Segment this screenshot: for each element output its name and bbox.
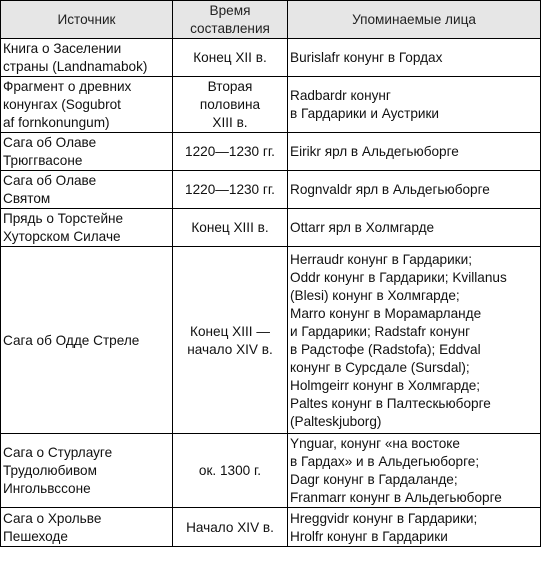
date-cell <box>173 434 288 508</box>
date-cell-line: Конец XII в. <box>193 50 267 65</box>
date-cell <box>173 133 288 171</box>
date-cell-line: половина <box>199 97 261 112</box>
persons-cell-line: Ynguar, конунг «на востоке <box>290 436 460 451</box>
persons-cell-line: Franmarr конунг в Альдегьюборге <box>290 490 502 505</box>
date-cell-line: ок. 1300 г. <box>198 463 262 478</box>
date-cell-line: Начало XIV в. <box>186 519 274 535</box>
date-cell-line: Конец XIII — <box>190 323 270 339</box>
source-cell <box>1 508 173 547</box>
source-cell-line: Фрагмент о древних <box>3 79 132 94</box>
persons-cell <box>288 434 541 508</box>
persons-cell-line: Dagr конунг в Гардаланде; <box>290 472 458 487</box>
persons-cell-line: Marro конунг в Морамарланде <box>290 305 482 321</box>
persons-cell <box>288 77 541 133</box>
persons-cell-line: в Гардарики и Аустрики <box>290 106 440 121</box>
persons-cell-line: и Гардарики; Radstafr конунг <box>290 323 471 339</box>
persons-cell-line: Herraudr конунг в Гардарики; <box>290 251 472 267</box>
table-body <box>1 39 541 547</box>
source-cell-line: Пешеходе <box>3 528 68 544</box>
source-cell-line: Сага об Одде Стреле <box>3 332 140 348</box>
persons-cell-line: Paltes конунг в Палтескьюборге <box>290 395 491 411</box>
date-cell-line: 1220—1230 гг. <box>185 144 275 159</box>
persons-cell-line: Hrolfr конунг в Гардарики <box>290 528 448 544</box>
persons-cell <box>288 171 541 209</box>
source-cell <box>1 247 173 434</box>
persons-cell-line: (Palteskjuborg) <box>290 413 382 429</box>
table-row <box>1 77 541 133</box>
date-cell <box>173 508 288 547</box>
source-cell-line: Сага об Олаве <box>3 173 97 188</box>
persons-cell-line: Oddr конунг в Гардарики; Kvillanus <box>290 269 507 285</box>
date-cell-line: Конец XIII в. <box>191 220 269 235</box>
persons-cell-line: Hreggvidr конунг в Гардарики; <box>290 510 478 526</box>
date-cell-line: начало XIV в. <box>187 341 273 357</box>
table-row <box>1 133 541 171</box>
persons-cell-line: в Радстофе (Radstofa); Eddval <box>290 341 481 357</box>
source-cell <box>1 434 173 508</box>
source-cell-line: Книга о Заселении <box>3 41 122 56</box>
source-cell-line: Ингольвссоне <box>3 481 91 496</box>
header-persons: Упоминаемые лица <box>288 1 541 39</box>
table-row <box>1 508 541 547</box>
source-cell <box>1 209 173 247</box>
table-row <box>1 209 541 247</box>
persons-cell-line: Rognvaldr ярл в Альдегьюборге <box>290 182 490 197</box>
date-cell-line: 1220—1230 гг. <box>185 182 275 197</box>
persons-cell-line: Eirikr ярл в Альдегьюборге <box>290 144 459 159</box>
source-cell-line: Прядь о Торстейне <box>3 211 124 226</box>
source-cell-line: Сага о Хрольве <box>3 510 102 526</box>
source-cell <box>1 133 173 171</box>
persons-cell <box>288 508 541 547</box>
persons-cell <box>288 39 541 77</box>
source-cell-line: af fornkonungum) <box>3 115 110 130</box>
persons-cell-line: Burislafr конунг в Гордах <box>290 50 443 65</box>
date-cell <box>173 39 288 77</box>
persons-cell-line: Radbardr конунг <box>290 88 391 103</box>
source-cell-line: Трудолюбивом <box>3 463 97 478</box>
date-cell <box>173 209 288 247</box>
persons-cell <box>288 247 541 434</box>
header-source: Источник <box>1 1 173 39</box>
date-cell <box>173 77 288 133</box>
date-cell-line: XIII в. <box>212 115 248 130</box>
date-cell <box>173 247 288 434</box>
source-cell <box>1 171 173 209</box>
table-row <box>1 434 541 508</box>
source-cell-line: Сага об Олаве <box>3 135 97 150</box>
header-row <box>1 1 541 39</box>
source-cell-line: Святом <box>3 191 51 206</box>
table-row <box>1 39 541 77</box>
persons-cell-line: Ottarr ярл в Холмгарде <box>290 220 435 235</box>
persons-cell-line: (Blesi) конунг в Холмгарде; <box>290 287 460 303</box>
source-cell-line: страны (Landnamabok) <box>3 59 148 74</box>
source-cell <box>1 39 173 77</box>
date-cell-line: Вторая <box>207 79 253 94</box>
source-cell-line: Хуторском Силаче <box>3 229 121 244</box>
persons-cell-line: конунг в Сурсдале (Sursdal); <box>290 359 470 375</box>
persons-cell <box>288 209 541 247</box>
date-cell <box>173 171 288 209</box>
source-cell-line: конунгах (Sogubrot <box>3 97 121 112</box>
table-row <box>1 171 541 209</box>
header-time: Время составления <box>173 1 288 39</box>
table-row <box>1 247 541 434</box>
source-cell-line: Трюггвасоне <box>3 153 83 168</box>
source-cell-line: Сага о Стурлауге <box>3 445 113 460</box>
persons-cell-line: в Гардах» и в Альдегьюборге; <box>290 454 480 469</box>
source-cell <box>1 77 173 133</box>
persons-cell <box>288 133 541 171</box>
persons-cell-line: Holmgeirr конунг в Холмгарде; <box>290 377 481 393</box>
